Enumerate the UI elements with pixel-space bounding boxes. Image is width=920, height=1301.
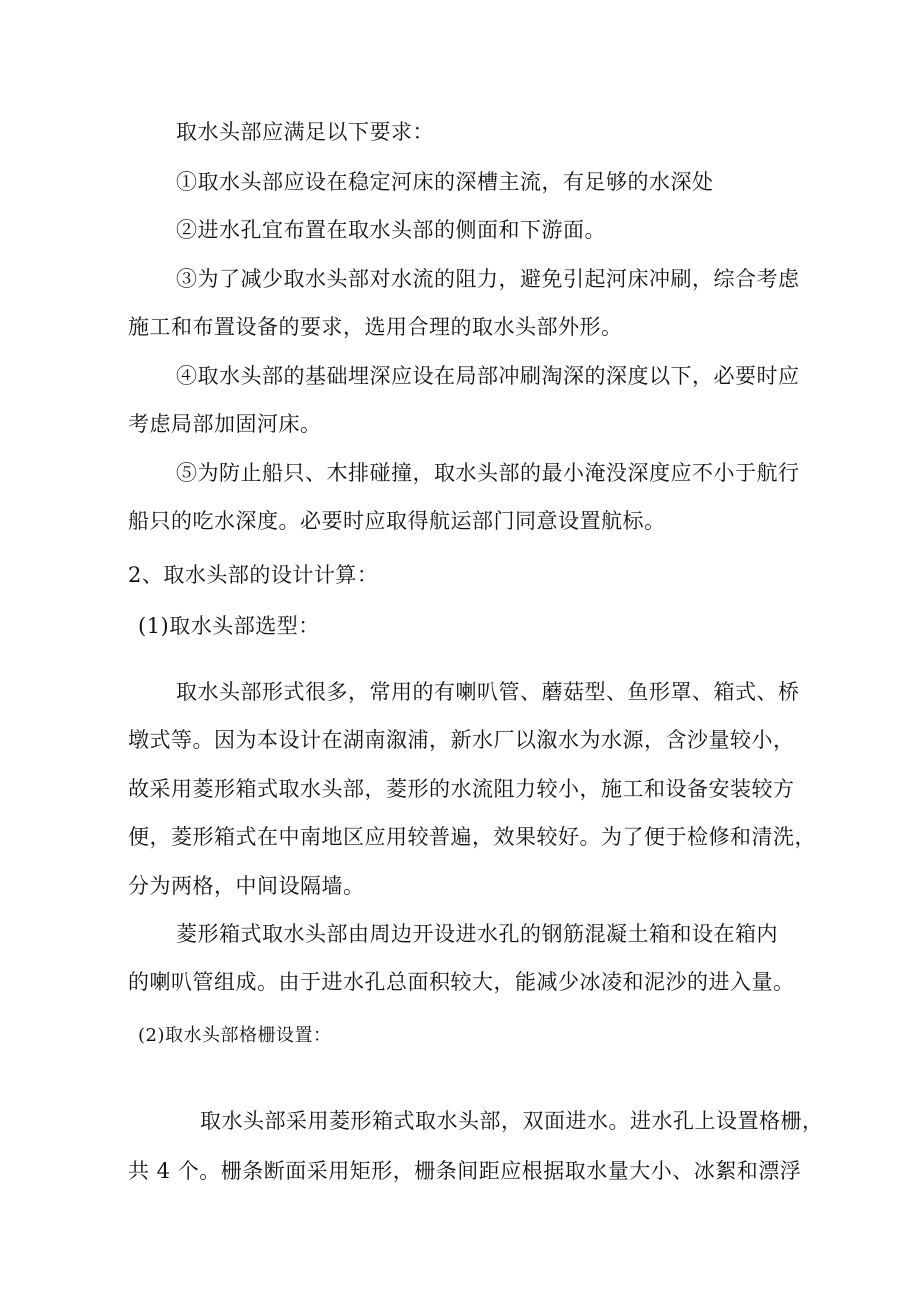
- selection-para-line-3: 故采用菱形箱式取水头部，菱形的水流阻力较小，施工和设备安装较方: [128, 777, 795, 801]
- requirement-item-3-line-2: 施工和布置设备的要求，选用合理的取水头部外形。: [128, 315, 623, 339]
- requirement-item-5-line-2: 船只的吃水深度。必要时应取得航运部门同意设置航标。: [128, 509, 666, 533]
- requirement-item-2: ②进水孔宜布置在取水头部的侧面和下游面。: [176, 218, 606, 242]
- requirement-item-1: ①取水头部应设在稳定河床的深槽主流，有足够的水深处: [176, 170, 714, 194]
- requirement-item-4-line-1: ④取水头部的基础埋深应设在局部冲刷淘深的深度以下，必要时应: [176, 364, 800, 388]
- selection-para-line-1: 取水头部形式很多，常用的有喇叭管、蘑菇型、鱼形罩、箱式、桥: [176, 680, 800, 704]
- selection-para-line-5: 分为两格，中间设隔墙。: [128, 874, 365, 898]
- requirements-intro: 取水头部应满足以下要求：: [176, 120, 434, 144]
- grille-para-line-2: 共 4 个。栅条断面采用矩形，栅条间距应根据取水量大小、冰絮和漂浮: [128, 1159, 802, 1183]
- composition-para-line-1: 菱形箱式取水头部由周边开设进水孔的钢筋混凝土箱和设在箱内: [176, 922, 778, 946]
- grille-para-line-1: 取水头部采用菱形箱式取水头部，双面进水。进水孔上设置格栅，: [200, 1109, 824, 1133]
- requirement-item-5-line-1: ⑤为防止船只、木排碰撞，取水头部的最小淹没深度应不小于航行: [176, 461, 800, 485]
- section-2-heading: 2、取水头部的设计计算：: [128, 563, 379, 587]
- selection-para-line-4: 便，菱形箱式在中南地区应用较普遍，效果较好。为了便于检修和清洗，: [128, 825, 816, 849]
- selection-para-line-2: 墩式等。因为本设计在湖南溆浦，新水厂以溆水为水源，含沙量较小，: [128, 728, 795, 752]
- subsection-2-heading: (2)取水头部格栅设置：: [138, 1025, 332, 1046]
- subsection-1-heading: (1)取水头部选型：: [138, 614, 320, 638]
- requirement-item-3-line-1: ③为了减少取水头部对水流的阻力，避免引起河床冲刷，综合考虑: [176, 267, 800, 291]
- requirement-item-4-line-2: 考虑局部加固河床。: [128, 412, 322, 436]
- composition-para-line-2: 的喇叭管组成。由于进水孔总面积较大，能减少冰凌和泥沙的进入量。: [128, 970, 795, 994]
